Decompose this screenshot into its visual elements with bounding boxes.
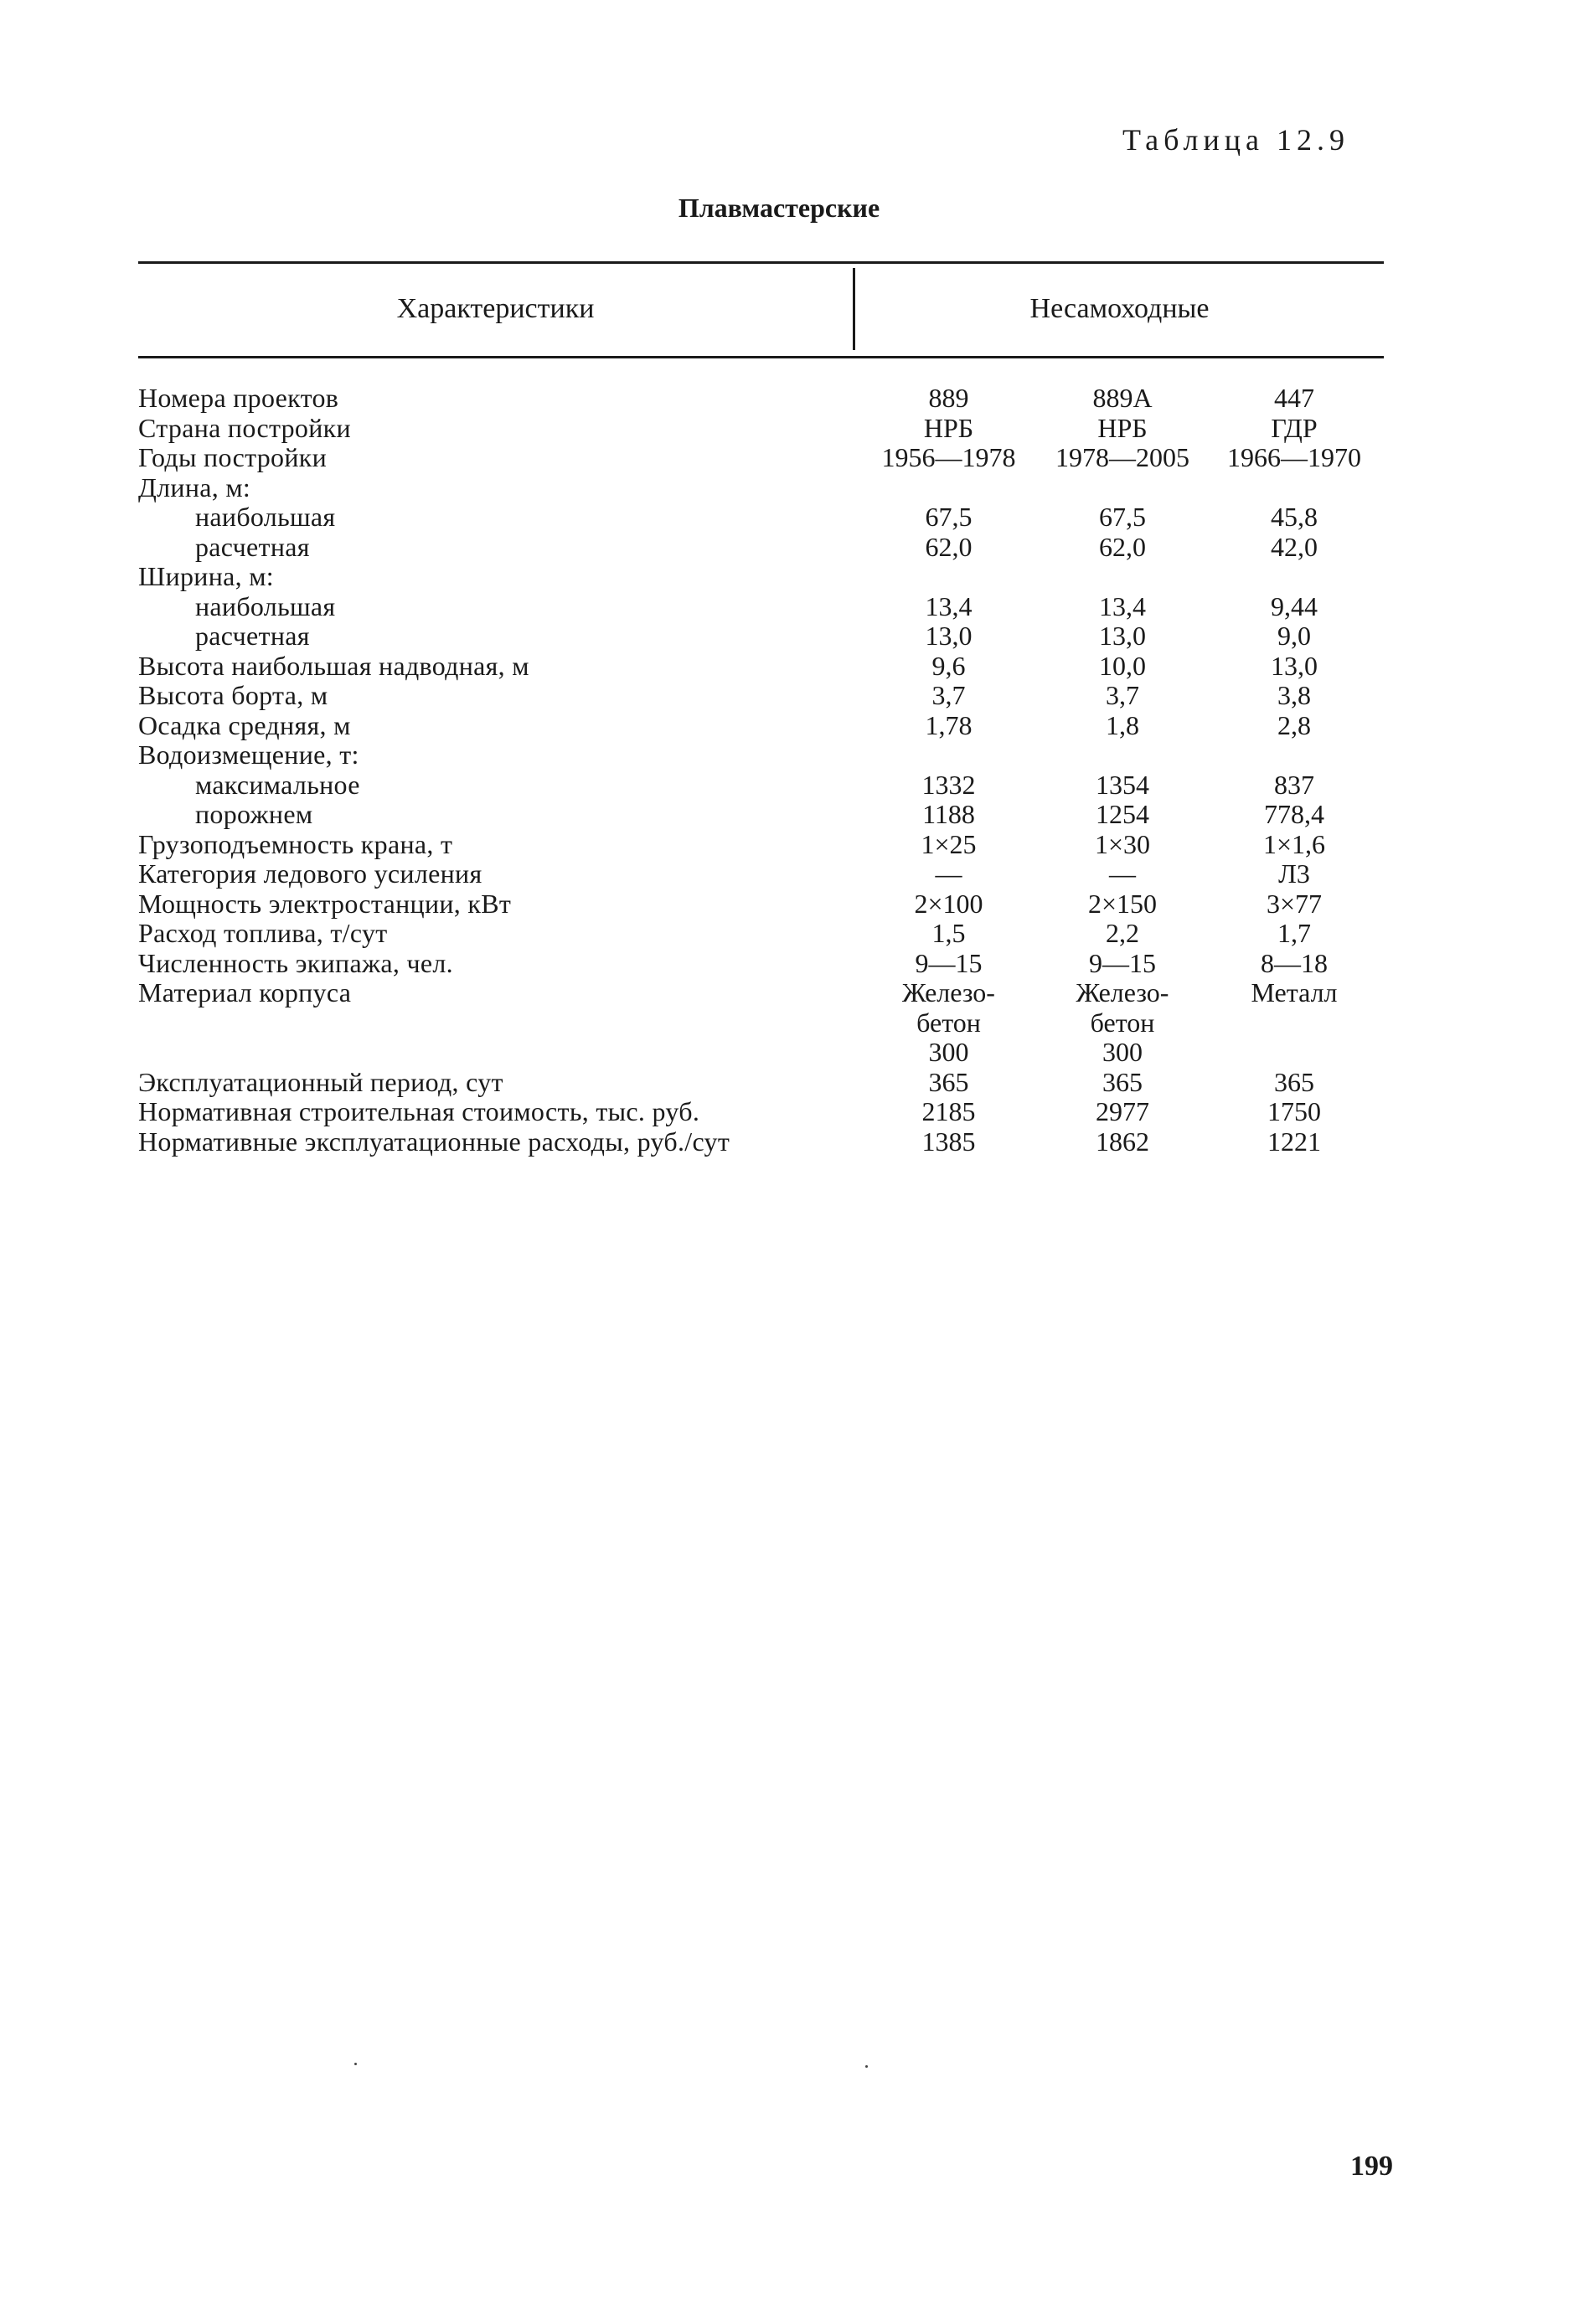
table-row [138, 949, 1395, 979]
cell-project-3: 1×1,6 [1262, 828, 1326, 859]
cell-project-2: 889А [1092, 383, 1153, 413]
cell-project-3: 3×77 [1266, 888, 1323, 919]
table-row [138, 889, 1395, 920]
cell-project-1: 1188 [922, 799, 975, 829]
cell-project-3: 447 [1274, 383, 1314, 413]
cell-project-3: 2,8 [1277, 709, 1311, 740]
table-row [138, 859, 1395, 889]
table-row [138, 1008, 1395, 1038]
row-label: Нормативные эксплуатационные расходы, руб./сут [138, 1126, 730, 1157]
cell-project-2 [1039, 473, 1206, 503]
row-label: Высота борта, м [138, 680, 328, 710]
cell-project-2: бетон [1090, 1007, 1155, 1038]
table-row [138, 384, 1395, 414]
table-row [138, 502, 1395, 533]
cell-project-3 [1206, 1008, 1382, 1038]
row-label: максимальное [195, 769, 360, 800]
table-row [138, 1127, 1395, 1157]
row-label: Годы постройки [138, 442, 328, 472]
cell-project-2: 300 [1102, 1037, 1143, 1067]
table-row [138, 592, 1395, 622]
cell-project-1 [859, 473, 1039, 503]
row-label: Мощность электростанции, кВт [138, 888, 512, 919]
table-row [138, 800, 1395, 830]
table-row [138, 770, 1395, 801]
row-label: Страна постройки [138, 412, 351, 443]
table-row [138, 652, 1395, 682]
cell-project-2: 2,2 [1106, 918, 1139, 948]
table-row [138, 1068, 1395, 1098]
cell-project-2 [1039, 562, 1206, 592]
cell-project-1: — [935, 858, 962, 889]
header-non-self-propelled: Несамоходные [1029, 293, 1210, 324]
cell-project-1: 2185 [921, 1096, 976, 1126]
cell-project-3: 1966—1970 [1227, 442, 1361, 472]
table-row [138, 919, 1395, 949]
cell-project-3 [1206, 473, 1382, 503]
cell-project-1: 13,0 [925, 621, 973, 651]
cell-project-2: 2977 [1096, 1096, 1149, 1126]
cell-project-3: 13,0 [1271, 650, 1318, 681]
cell-project-3: 1750 [1267, 1096, 1321, 1126]
table-number: Таблица 12.9 [1122, 123, 1349, 157]
cell-project-3 [1206, 562, 1382, 592]
cell-project-2: 1×30 [1094, 828, 1151, 859]
table-row [138, 1038, 1395, 1068]
row-label: Длина, м: [138, 471, 251, 502]
cell-project-2: 13,4 [1099, 590, 1146, 621]
cell-project-3: Л3 [1278, 858, 1310, 889]
cell-project-3: 1221 [1267, 1126, 1321, 1157]
table-row [138, 621, 1395, 652]
scan-speck [865, 2065, 868, 2068]
cell-project-1: 1×25 [921, 828, 977, 859]
cell-project-2: 9—15 [1089, 947, 1156, 978]
row-label: наибольшая [195, 502, 336, 532]
cell-project-1: бетон [916, 1007, 981, 1038]
cell-project-2: 3,7 [1106, 680, 1139, 710]
scan-speck [354, 2063, 357, 2065]
table-row [138, 740, 1395, 770]
cell-project-1: Железо- [902, 977, 995, 1007]
cell-project-1: 62,0 [925, 531, 973, 562]
row-label: Грузоподъемность крана, т [138, 828, 453, 859]
cell-project-1: 9,6 [931, 650, 966, 681]
row-label: Материал корпуса [138, 977, 352, 1007]
cell-project-2: 62,0 [1099, 531, 1146, 562]
table-row [138, 1097, 1395, 1127]
cell-project-1: 1,5 [931, 918, 966, 948]
cell-project-2: 1978—2005 [1055, 442, 1189, 472]
cell-project-3: Металл [1251, 977, 1338, 1007]
cell-project-2: 1,8 [1106, 709, 1139, 740]
cell-project-1: 67,5 [925, 502, 973, 532]
row-label: наибольшая [195, 590, 336, 621]
header-bottom-rule [138, 356, 1384, 358]
row-label: Нормативная строительная стоимость, тыс. руб. [138, 1096, 700, 1126]
cell-project-1: 1332 [921, 769, 976, 800]
cell-project-1: 889 [928, 383, 969, 413]
cell-project-1: 300 [928, 1037, 969, 1067]
row-label: Высота наибольшая надводная, м [138, 650, 529, 681]
table-row [138, 414, 1395, 444]
cell-project-3: 837 [1274, 769, 1314, 800]
cell-project-2: 67,5 [1099, 502, 1146, 532]
cell-project-3: 365 [1274, 1066, 1314, 1097]
cell-project-1: 1956—1978 [881, 442, 1016, 472]
row-label [138, 1038, 859, 1068]
cell-project-1: 365 [928, 1066, 969, 1097]
page-number: 199 [1350, 2151, 1393, 2182]
table-body [138, 384, 1395, 1157]
cell-project-1 [859, 740, 1039, 770]
cell-project-2: 365 [1102, 1066, 1143, 1097]
row-label: расчетная [195, 621, 310, 651]
cell-project-1: 2×100 [914, 888, 983, 919]
row-label: Номера проектов [138, 383, 339, 413]
row-label: расчетная [195, 531, 310, 562]
table-row [138, 562, 1395, 592]
cell-project-3: 3,8 [1277, 680, 1311, 710]
cell-project-3: ГДР [1271, 412, 1318, 443]
cell-project-2: 1254 [1096, 799, 1149, 829]
row-label: Эксплуатационный период, сут [138, 1066, 503, 1097]
cell-project-1: 3,7 [931, 680, 966, 710]
row-label: Осадка средняя, м [138, 709, 351, 740]
cell-project-2: 2×150 [1087, 888, 1158, 919]
cell-project-3: 778,4 [1264, 799, 1324, 829]
cell-project-2: 1354 [1096, 769, 1149, 800]
cell-project-2: 10,0 [1099, 650, 1146, 681]
table-row [138, 443, 1395, 473]
cell-project-1: 13,4 [925, 590, 973, 621]
cell-project-2 [1039, 740, 1206, 770]
cell-project-3 [1206, 1038, 1382, 1068]
cell-project-3: 9,44 [1271, 590, 1318, 621]
cell-project-1 [859, 562, 1039, 592]
cell-project-1: 1385 [921, 1126, 976, 1157]
cell-project-3: 1,7 [1277, 918, 1311, 948]
cell-project-2: 13,0 [1099, 621, 1146, 651]
header-characteristics: Характеристики [396, 293, 595, 324]
cell-project-1: 1,78 [925, 709, 973, 740]
cell-project-2: Железо- [1076, 977, 1169, 1007]
table-row [138, 711, 1395, 741]
cell-project-3 [1206, 740, 1382, 770]
row-label: Расход топлива, т/сут [138, 918, 388, 948]
row-label [138, 1008, 859, 1038]
cell-project-2: НРБ [1097, 412, 1148, 443]
cell-project-3: 42,0 [1271, 531, 1318, 562]
table-top-rule [138, 261, 1384, 264]
row-label: Водоизмещение, т: [138, 739, 359, 770]
table-row [138, 473, 1395, 503]
table-row [138, 830, 1395, 860]
row-label: Категория ледового усиления [138, 858, 482, 889]
cell-project-3: 8—18 [1261, 947, 1328, 978]
table-row [138, 533, 1395, 563]
table-title: Плавмастерские [678, 193, 880, 223]
cell-project-3: 45,8 [1271, 502, 1318, 532]
cell-project-2: — [1109, 858, 1136, 889]
cell-project-2: 1862 [1096, 1126, 1149, 1157]
row-label: порожнем [195, 799, 313, 829]
table-row [138, 978, 1395, 1008]
table-row [138, 681, 1395, 711]
row-label: Численность экипажа, чел. [138, 947, 453, 978]
row-label: Ширина, м: [138, 561, 274, 591]
cell-project-1: НРБ [923, 412, 974, 443]
cell-project-1: 9—15 [915, 947, 983, 978]
cell-project-3: 9,0 [1277, 621, 1311, 651]
